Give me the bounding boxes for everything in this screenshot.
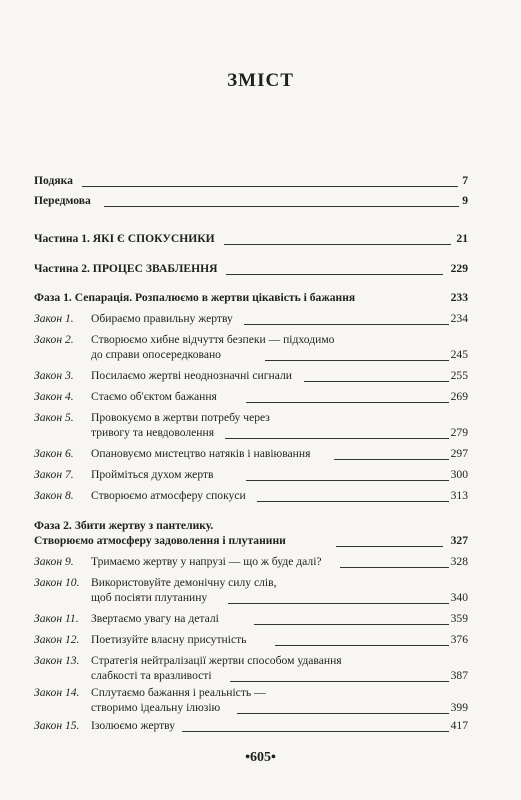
toc-entry-title: Частина 1. ЯКІ Є СПОКУСНИКИ bbox=[34, 232, 215, 245]
toc-leader-line bbox=[225, 438, 449, 439]
law-label: Закон 4. bbox=[34, 390, 74, 403]
toc-leader-line bbox=[275, 645, 449, 646]
toc-entry-page: 229 bbox=[450, 262, 468, 275]
toc-entry-title: Фаза 2. Збити жертву з пантелику. bbox=[34, 519, 214, 532]
toc-leader-line bbox=[254, 624, 449, 625]
toc-entry-title: Фаза 1. Сепарація. Розпалюємо в жертви цікавість і бажання bbox=[34, 291, 356, 304]
toc-leader-line bbox=[334, 459, 449, 460]
toc-leader-line bbox=[336, 546, 443, 547]
law-title: Пройміться духом жертв bbox=[91, 468, 214, 481]
law-label: Закон 15. bbox=[34, 719, 80, 732]
law-title: Опановуємо мистецтво натяків і навіювання bbox=[91, 447, 311, 460]
page-title: ЗМІСТ bbox=[227, 70, 294, 91]
toc-leader-line bbox=[82, 186, 458, 187]
law-title-continued: слабкості та вразливості bbox=[91, 669, 212, 682]
toc-leader-line bbox=[244, 324, 449, 325]
law-title: Поетизуйте власну присутність bbox=[91, 633, 247, 646]
toc-entry-page: 21 bbox=[456, 232, 468, 245]
law-page: 279 bbox=[450, 426, 468, 439]
toc-law-13[interactable] bbox=[34, 653, 468, 669]
law-title: Звертаємо увагу на деталі bbox=[91, 612, 219, 625]
law-page: 255 bbox=[450, 369, 468, 382]
law-page: 328 bbox=[450, 555, 468, 568]
law-page: 399 bbox=[450, 701, 468, 714]
law-page: 359 bbox=[450, 612, 468, 625]
law-label: Закон 5. bbox=[34, 411, 74, 424]
toc-leader-line bbox=[182, 731, 449, 732]
law-title-continued: щоб посіяти плутанину bbox=[91, 591, 208, 604]
toc-law-2[interactable] bbox=[34, 332, 468, 348]
toc-leader-line bbox=[246, 402, 449, 403]
law-title: Використовуйте демонічну силу слів, bbox=[91, 576, 277, 589]
law-title-continued: до справи опосередковано bbox=[91, 348, 221, 361]
law-page: 234 bbox=[450, 312, 468, 325]
law-page: 417 bbox=[450, 719, 468, 732]
law-label: Закон 7. bbox=[34, 468, 74, 481]
toc-entry-phase2[interactable] bbox=[34, 518, 468, 534]
law-label: Закон 3. bbox=[34, 369, 74, 382]
law-page: 376 bbox=[450, 633, 468, 646]
toc-leader-line bbox=[265, 360, 449, 361]
law-title: Обираємо правильну жертву bbox=[91, 312, 233, 325]
toc-entry-title-continued: Створюємо атмосферу задоволення і плутанини bbox=[34, 534, 286, 547]
law-title: Створюємо атмосферу спокуси bbox=[91, 489, 246, 502]
toc-leader-line bbox=[246, 480, 449, 481]
toc-law-5[interactable] bbox=[34, 410, 468, 426]
law-title: Створюємо хибне відчуття безпеки — підходимо bbox=[91, 333, 335, 346]
law-page: 245 bbox=[450, 348, 468, 361]
law-title: Стаємо об'єктом бажання bbox=[91, 390, 217, 403]
toc-leader-line bbox=[340, 567, 449, 568]
law-label: Закон 2. bbox=[34, 333, 74, 346]
law-page: 340 bbox=[450, 591, 468, 604]
toc-entry-page: 327 bbox=[450, 534, 468, 547]
toc-law-10[interactable] bbox=[34, 575, 468, 591]
page-number: •605• bbox=[245, 750, 276, 765]
toc-entry-title: Передмова bbox=[34, 194, 91, 207]
toc-leader-line bbox=[224, 244, 451, 245]
toc-entry-page: 233 bbox=[450, 291, 468, 304]
toc-leader-line bbox=[304, 381, 449, 382]
toc-entry-phase1[interactable] bbox=[34, 290, 468, 306]
toc-leader-line bbox=[230, 681, 449, 682]
law-page: 313 bbox=[450, 489, 468, 502]
toc-leader-line bbox=[228, 603, 449, 604]
law-label: Закон 11. bbox=[34, 612, 79, 625]
law-page: 269 bbox=[450, 390, 468, 403]
law-title: Сплутаємо бажання і реальність — bbox=[91, 686, 266, 699]
toc-leader-line bbox=[104, 206, 459, 207]
toc-entry-page: 7 bbox=[462, 174, 468, 187]
toc-law-14[interactable] bbox=[34, 685, 468, 701]
toc-entry-page: 9 bbox=[462, 194, 468, 207]
toc-entry-title: Частина 2. ПРОЦЕС ЗВАБЛЕННЯ bbox=[34, 262, 218, 275]
law-title: Посилаємо жертві неоднозначні сигнали bbox=[91, 369, 292, 382]
law-label: Закон 14. bbox=[34, 686, 80, 699]
toc-leader-line bbox=[237, 713, 449, 714]
law-label: Закон 12. bbox=[34, 633, 80, 646]
law-title-continued: тривогу та невдоволення bbox=[91, 426, 215, 439]
law-title: Стратегія нейтралізації жертви способом удавання bbox=[91, 654, 342, 667]
law-title-continued: створимо ідеальну ілюзію bbox=[91, 701, 221, 714]
law-label: Закон 9. bbox=[34, 555, 74, 568]
law-label: Закон 6. bbox=[34, 447, 74, 460]
toc-leader-line bbox=[257, 501, 449, 502]
toc-leader-line bbox=[226, 274, 443, 275]
law-label: Закон 8. bbox=[34, 489, 74, 502]
law-label: Закон 1. bbox=[34, 312, 74, 325]
law-title: Ізолюємо жертву bbox=[91, 719, 176, 732]
law-title: Провокуємо в жертви потребу через bbox=[91, 411, 270, 424]
law-label: Закон 13. bbox=[34, 654, 80, 667]
law-page: 300 bbox=[450, 468, 468, 481]
law-title: Тримаємо жертву у напрузі — що ж буде далі? bbox=[91, 555, 322, 568]
law-page: 297 bbox=[450, 447, 468, 460]
toc-entry-title: Подяка bbox=[34, 174, 73, 187]
law-page: 387 bbox=[450, 669, 468, 682]
law-label: Закон 10. bbox=[34, 576, 80, 589]
